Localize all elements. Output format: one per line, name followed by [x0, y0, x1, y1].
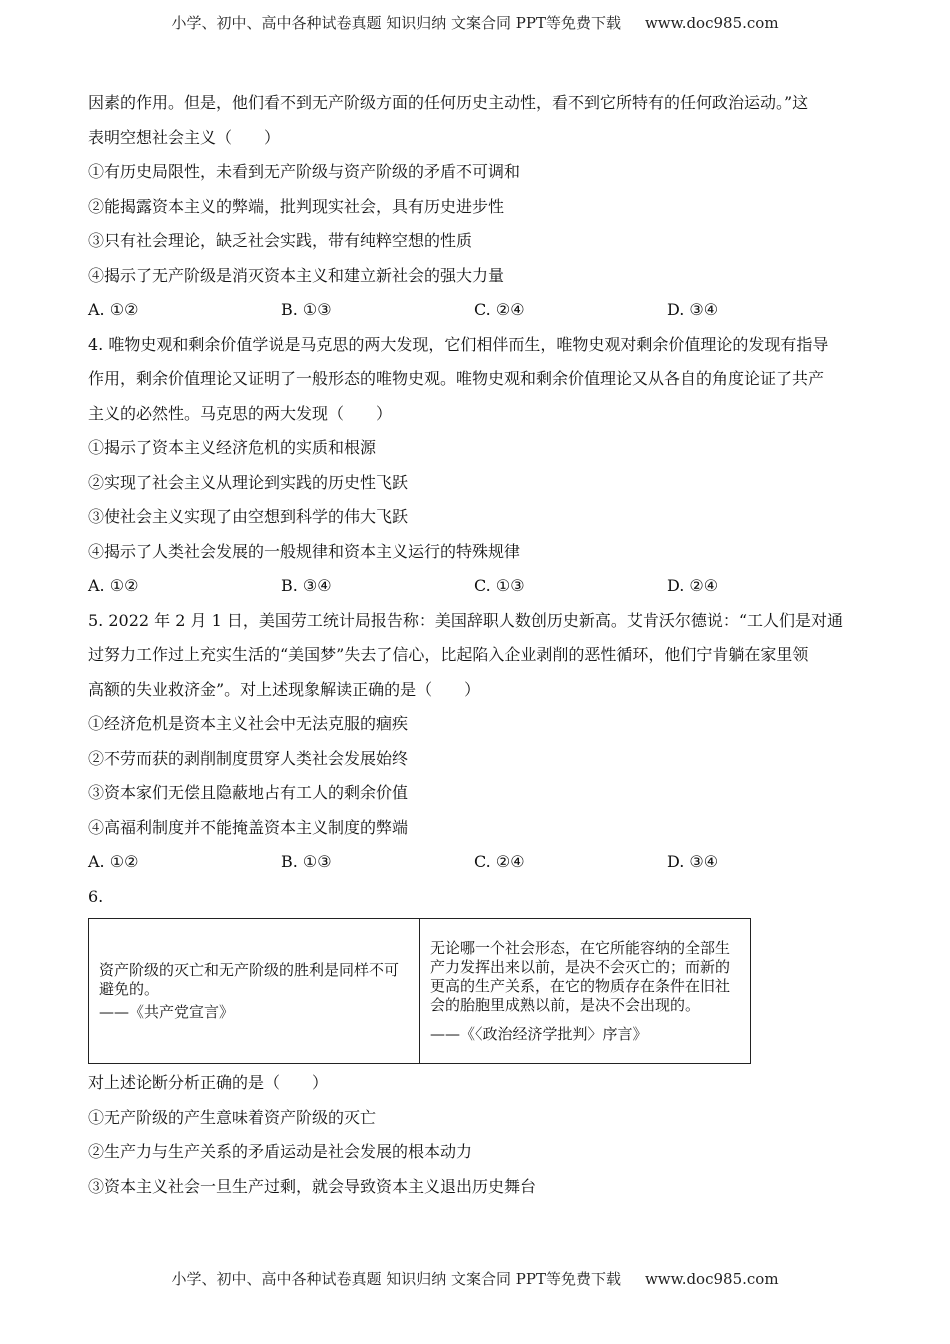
q3-item: ③只有社会理论，缺乏社会实践，带有纯粹空想的性质: [88, 231, 473, 250]
q3-item: ④揭示了无产阶级是消灭资本主义和建立新社会的强大力量: [88, 265, 505, 285]
q3-item: ②能揭露资本主义的弊端，批判现实社会，具有历史进步性: [88, 196, 505, 216]
q3-options: [88, 293, 860, 328]
question-3: [88, 86, 860, 328]
left-quote: 资产阶级的灭亡和无产阶级的胜利是同样不可避免的。: [99, 960, 400, 998]
q3-item: ①有历史局限性，未看到无产阶级与资产阶级的矛盾不可调和: [88, 162, 521, 181]
q6-item: ③资本主义社会一旦生产过剩，就会导致资本主义退出历史舞台: [88, 1176, 537, 1196]
footer-url[interactable]: www.doc985.com: [644, 1270, 779, 1288]
q5-option-d[interactable]: D. ③④: [667, 852, 719, 871]
q5-option-c[interactable]: C. ②④: [474, 852, 525, 871]
q4-item: ③使社会主义实现了由空想到科学的伟大飞跃: [88, 507, 409, 526]
question-6: [88, 880, 860, 1205]
q3-stem-line: 表明空想社会主义（ ）: [88, 127, 281, 147]
q5-option-a[interactable]: A. ①②: [88, 852, 139, 871]
q4-item: ④揭示了人类社会发展的一般规律和资本主义运行的特殊规律: [88, 541, 521, 561]
q5-stem-line: 高额的失业救济金”。对上述现象解读正确的是（ ）: [88, 679, 481, 699]
right-source: ——《〈政治经济学批判〉序言》: [430, 1024, 648, 1043]
q5-option-b[interactable]: B. ①③: [281, 852, 332, 871]
quote-cell-left: [89, 919, 420, 1064]
q3-option-b[interactable]: B. ①③: [281, 300, 332, 319]
q6-number: 6.: [88, 886, 104, 906]
q4-option-c[interactable]: C. ①③: [474, 576, 525, 595]
q4-option-b[interactable]: B. ③④: [281, 576, 332, 595]
q5-item: ②不劳而获的剥削制度贯穿人类社会发展始终: [88, 748, 409, 768]
q4-stem-line: 作用，剩余价值理论又证明了一般形态的唯物史观。唯物史观和剩余价值理论又从各自的角度论证了共产: [88, 369, 825, 388]
q6-item: ①无产阶级的产生意味着资产阶级的灭亡: [88, 1107, 377, 1127]
q5-stem-line: 5. 2022 年 2 月 1 日，美国劳工统计局报告称：美国辞职人数创历史新高。艾肯沃尔德说：“工人们是对通: [88, 610, 844, 630]
left-source: ——《共产党宣言》: [99, 1002, 235, 1021]
page-header: [0, 12, 950, 33]
q5-item: ①经济危机是资本主义社会中无法克服的痼疾: [88, 714, 409, 733]
q3-option-c[interactable]: C. ②④: [474, 300, 525, 319]
q4-option-d[interactable]: D. ②④: [667, 576, 719, 595]
footer-text: 小学、初中、高中各种试卷真题 知识归纳 文案合同 PPT等免费下载: [171, 1270, 621, 1288]
q6-stem: 对上述论断分析正确的是（ ）: [88, 1073, 329, 1092]
q5-options: [88, 845, 860, 880]
header-text: 小学、初中、高中各种试卷真题 知识归纳 文案合同 PPT等免费下载: [171, 14, 621, 32]
q4-item: ②实现了社会主义从理论到实践的历史性飞跃: [88, 472, 409, 492]
q4-options: [88, 569, 860, 604]
q5-item: ③资本家们无偿且隐蔽地占有工人的剩余价值: [88, 783, 409, 802]
q4-item: ①揭示了资本主义经济危机的实质和根源: [88, 438, 377, 457]
q6-item: ②生产力与生产关系的矛盾运动是社会发展的根本动力: [88, 1142, 473, 1161]
q3-stem-line: 因素的作用。但是，他们看不到无产阶级方面的任何历史主动性，看不到它所特有的任何政治运动。”这: [88, 93, 809, 112]
page-footer: [0, 1268, 950, 1289]
q3-option-d[interactable]: D. ③④: [667, 300, 719, 319]
right-quote: 无论哪一个社会形态，在它所能容纳的全部生产力发挥出来以前，是决不会灭亡的；而新的更高的生产关系，在它的物质存在条件在旧社会的胎胞里成熟以前，是决不会出现的。: [430, 938, 731, 1014]
q4-stem-line: 4. 唯物史观和剩余价值学说是马克思的两大发现，它们相伴而生，唯物史观对剩余价值理论的发现有指导: [88, 334, 829, 354]
q4-stem-line: 主义的必然性。马克思的两大发现（ ）: [88, 403, 393, 423]
question-4: [88, 328, 860, 604]
page-content: [88, 86, 860, 1204]
quote-table: [88, 918, 751, 1064]
question-5: [88, 604, 860, 880]
q5-stem-line: 过努力工作过上充实生活的“美国梦”失去了信心，比起陷入企业剥削的恶性循环，他们宁肯躺在家里领: [88, 645, 809, 664]
q3-option-a[interactable]: A. ①②: [88, 300, 139, 319]
q5-item: ④高福利制度并不能掩盖资本主义制度的弊端: [88, 817, 409, 837]
q4-option-a[interactable]: A. ①②: [88, 576, 139, 595]
header-url[interactable]: www.doc985.com: [644, 14, 779, 32]
quote-cell-right: [420, 919, 751, 1064]
